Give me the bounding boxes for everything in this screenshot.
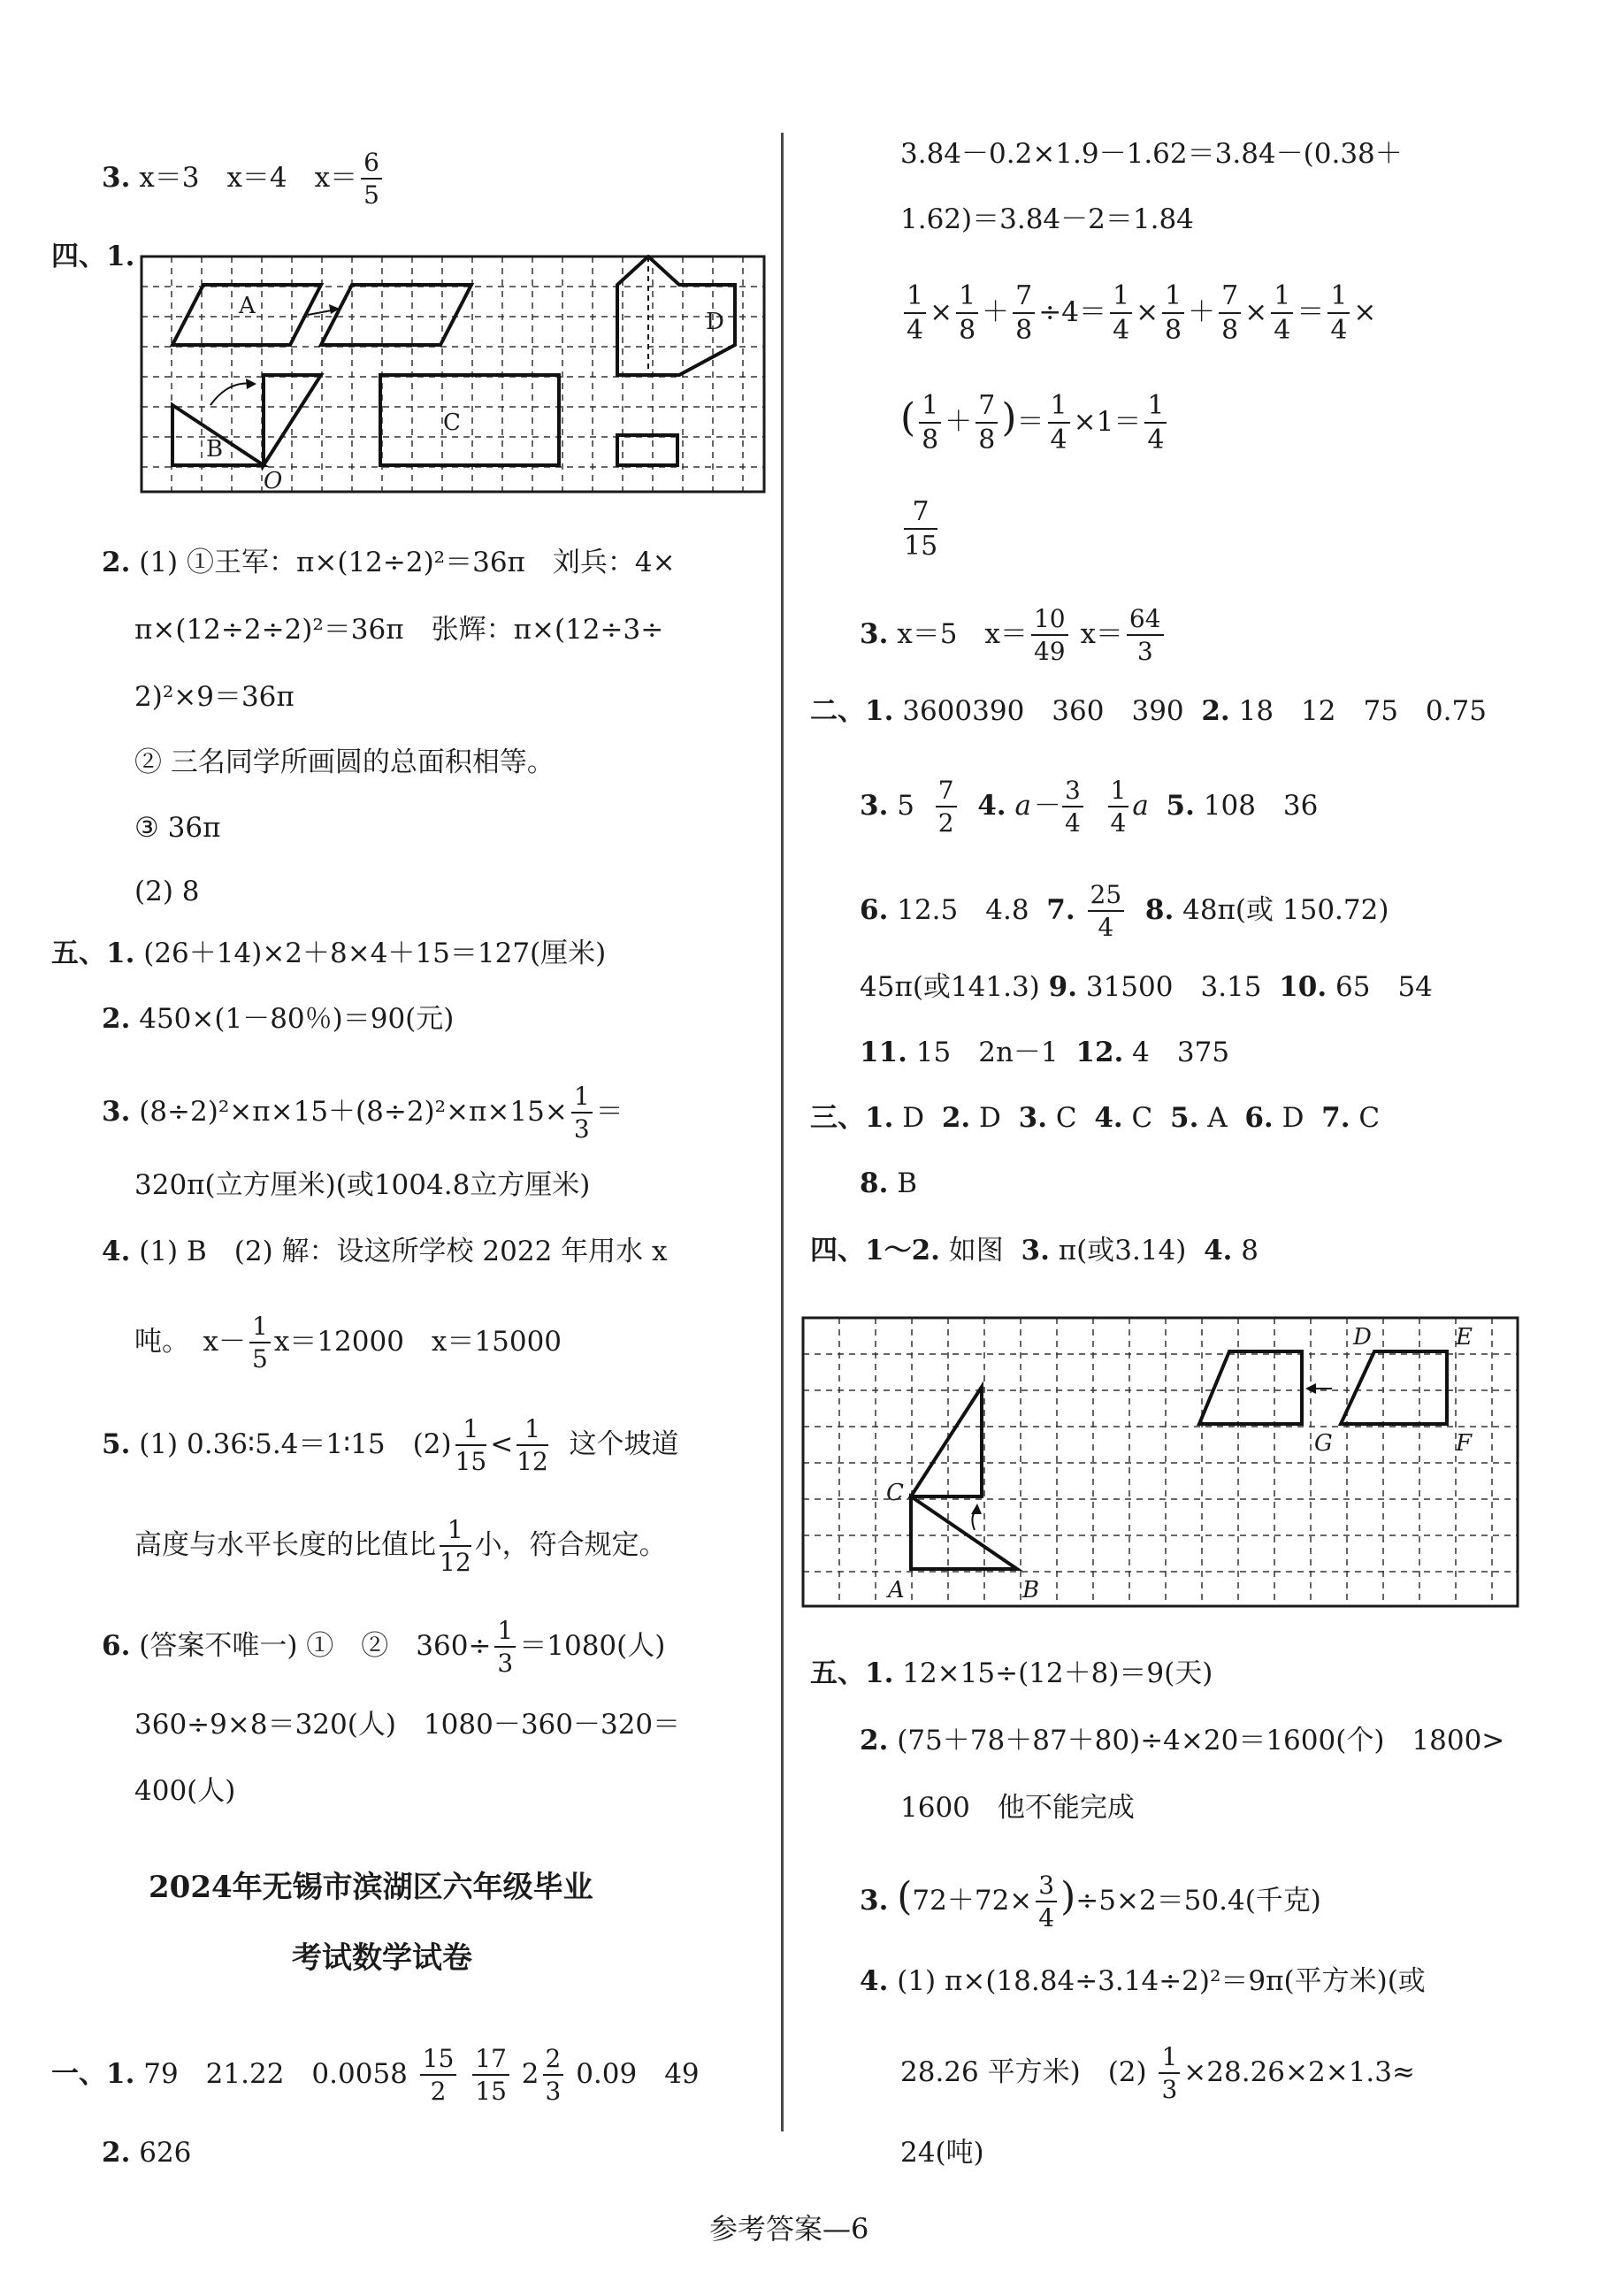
- exam-heading-2: 考试数学试卷: [292, 1940, 472, 1976]
- right-line-7: 二、1. 3600390 360 390 2. 18 12 75 0.75: [810, 695, 1487, 727]
- left-line-3: [102, 545, 676, 580]
- label-c: C: [886, 1480, 904, 1506]
- right-line-12: 三、1. D 2. D 3. C 4. C 5. A 6. D 7. C: [810, 1102, 1381, 1134]
- fraction: $\frac{15}{2}$: [420, 2047, 457, 2104]
- label-o: O: [264, 468, 283, 494]
- item-number: 3.: [860, 618, 889, 650]
- left-line-1: [102, 150, 386, 208]
- fraction: $\frac{1}{3}$: [494, 1619, 516, 1676]
- right-line-15: 五、1. 12×15÷(12＋8)＝9(天): [810, 1657, 1213, 1689]
- label-d: D: [1353, 1324, 1372, 1351]
- triangle-abc: [911, 1496, 1017, 1569]
- exam-heading-1: 2024年无锡市滨湖区六年级毕业: [149, 1870, 593, 1905]
- left-line-20: 一、1. 79 21.22 0.0058 $\frac{15}{2}$ $\frac{17}{15}$ 2 $\frac{2}{3}$ 0.09 49: [51, 2044, 700, 2106]
- label-a: A: [888, 1577, 905, 1603]
- answer-text: (26＋14)×2＋8×4＋15＝127(厘米): [143, 938, 607, 969]
- item-number: 2.: [102, 547, 131, 578]
- trapezoid-moved: [1199, 1351, 1302, 1424]
- answer-text: (1) ①王军：π×(12÷2)²＝36π 刘兵：4×: [139, 547, 676, 578]
- right-line-14: 四、1～2. 如图 3. π(或3.14) 4. 8: [810, 1235, 1259, 1267]
- label-g: G: [1314, 1430, 1333, 1457]
- left-line-16: 高度与水平长度的比值比 $\frac{1}{12}$ 小，符合规定。: [134, 1515, 667, 1577]
- section-two-label: 二、1.: [810, 695, 894, 727]
- small-rectangle: [617, 435, 677, 465]
- left-line-7: ③ 36π: [134, 812, 221, 844]
- right-line-10: 45π(或141.3) 9. 31500 3.15 10. 65 54: [860, 971, 1433, 1003]
- right-line-6: 3. x＝5 x＝ $\frac{10}{49}$ x＝ $\frac{64}{3}$: [860, 607, 1167, 664]
- section-three-label: 三、1.: [810, 1102, 894, 1134]
- left-line-19: 400(人): [134, 1775, 236, 1807]
- right-line-8: 3. 5 $\frac{7}{2}$ 4. a－ $\frac{3}{4}$ $\frac{1}{4}$ a 5. 108 36: [860, 776, 1319, 838]
- left-line-6: ② 三名同学所画圆的总面积相等。: [134, 746, 555, 778]
- item-number: 3.: [102, 162, 131, 194]
- answer-text: 450×(1－80％)＝90(元): [139, 1003, 455, 1035]
- equation-text: x＝3 x＝4 x＝: [139, 162, 358, 194]
- fraction: $\frac{17}{15}$: [472, 2047, 509, 2104]
- page-footer: 参考答案—6: [709, 2212, 869, 2246]
- item-number: 2.: [102, 1003, 131, 1035]
- item-number: 6.: [102, 1630, 131, 1662]
- label-b: B: [206, 436, 224, 463]
- label-d: D: [706, 309, 724, 335]
- column-divider: [781, 133, 784, 2131]
- right-line-20: 28.26 平方米) (2) $\frac{1}{3}$ ×28.26×2×1.3≈: [900, 2042, 1415, 2104]
- left-line-18: 360÷9×8＝320(人) 1080－360－320＝: [134, 1709, 681, 1741]
- section-five-label-right: 五、1.: [810, 1657, 894, 1689]
- fraction: $\frac{2}{3}$: [543, 2047, 564, 2104]
- left-line-4: π×(12÷2÷2)²＝36π 张辉：π×(12÷3÷: [134, 614, 664, 646]
- right-line-13: 8. B: [860, 1167, 918, 1199]
- right-line-17: 1600 他不能完成: [900, 1792, 1135, 1824]
- label-e: E: [1456, 1324, 1473, 1351]
- right-line-18: 3. (72＋72× $\frac{3}{4}$ )÷5×2＝50.4(千克): [860, 1871, 1321, 1932]
- fraction: $\frac{1}{12}$: [516, 1414, 548, 1476]
- fraction: $\frac{1}{3}$: [571, 1084, 593, 1142]
- right-line-21: 24(吨): [900, 2137, 984, 2169]
- left-line-12: 320π(立方厘米)(或1004.8立方厘米): [134, 1169, 591, 1201]
- right-line-1: 3.84－0.2×1.9－1.62＝3.84－(0.38＋: [900, 138, 1403, 170]
- fraction: $\frac{1}{15}$: [455, 1414, 487, 1476]
- left-line-15: 5. (1) 0.36∶5.4＝1∶15 (2) $\frac{1}{15}$ < $\frac{1}{12}$ 这个坡道: [102, 1414, 679, 1476]
- right-line-9: 6. 12.5 4.8 7. $\frac{25}{4}$ 8. 48π(或 150.72): [860, 880, 1389, 942]
- fraction: $\frac{1}{12}$: [440, 1515, 471, 1577]
- left-line-13: [102, 1234, 667, 1269]
- trapezoid-defg: [1341, 1351, 1447, 1424]
- section-four-label: 四、1.: [51, 241, 135, 272]
- left-line-8: (2) 8: [134, 876, 200, 907]
- item-number: 4.: [102, 1236, 131, 1267]
- right-line-11: 11. 15 2n－1 12. 4 375: [860, 1037, 1230, 1068]
- answer-text: (1) B (2) 解：设这所学校 2022 年用水 x: [139, 1236, 668, 1267]
- grid-figure-1: [140, 255, 768, 495]
- right-line-16: 2. (75＋78＋87＋80)÷4×20＝1600(个) 1800>: [860, 1725, 1505, 1756]
- section-one-label: 一、1.: [51, 2058, 135, 2090]
- triangle-rotated: [911, 1387, 982, 1496]
- fraction: $\frac{1}{5}$: [249, 1314, 271, 1372]
- right-line-2: 1.62)＝3.84－2＝1.84: [900, 203, 1194, 235]
- item-number: 5.: [102, 1428, 131, 1460]
- left-line-17: 6. (答案不唯一) ① ② 360÷ $\frac{1}{3}$ ＝1080(人): [102, 1616, 666, 1678]
- answer-text: 626: [139, 2137, 192, 2169]
- section-five-label: 五、1.: [51, 938, 135, 969]
- answer-text: (8÷2)²×π×15＋(8÷2)²×π×15×: [139, 1096, 568, 1128]
- label-a: A: [239, 293, 256, 319]
- right-line-19: 4. (1) π×(18.84÷3.14÷2)²＝9π(平方米)(或: [860, 1965, 1426, 1997]
- left-line-14: 吨。 x－ $\frac{1}{5}$ x＝12000 x＝15000: [134, 1312, 562, 1374]
- right-line-4: ( $\frac{1}{8}$ ＋ $\frac{7}{8}$ )＝ $\frac{1}{4}$ ×1＝ $\frac{1}{4}$: [900, 393, 1170, 454]
- right-line-5: $\frac{7}{15}$: [904, 496, 938, 562]
- item-number: 3.: [102, 1096, 131, 1128]
- label-f: F: [1456, 1430, 1473, 1457]
- item-number: 2.: [102, 2137, 131, 2169]
- left-line-5: 2)²×9＝36π: [134, 681, 295, 713]
- left-line-11: 3. (8÷2)²×π×15＋(8÷2)²×π×15× $\frac{1}{3}$ ＝: [102, 1082, 624, 1144]
- left-line-21: [102, 2135, 191, 2170]
- fraction: $\frac{6}{5}$: [361, 150, 382, 208]
- left-line-10: [102, 1001, 454, 1037]
- parallelogram-translated: [321, 285, 471, 345]
- label-b: B: [1022, 1577, 1040, 1603]
- grid-figure-2: [801, 1316, 1519, 1608]
- left-line-9: [51, 936, 606, 971]
- right-line-3: $\frac{1}{4}$ × $\frac{1}{8}$ ＋ $\frac{7}{8}$ ÷4＝ $\frac{1}{4}$ × $\frac{1}{8}$ ＋ $\frac{7}{8}$ × $\frac{1}{4}$ ＝ $\frac{1}{4}$ ×: [900, 283, 1376, 344]
- label-c: C: [443, 409, 461, 436]
- section-four-label-right: 四、1～2.: [810, 1235, 940, 1267]
